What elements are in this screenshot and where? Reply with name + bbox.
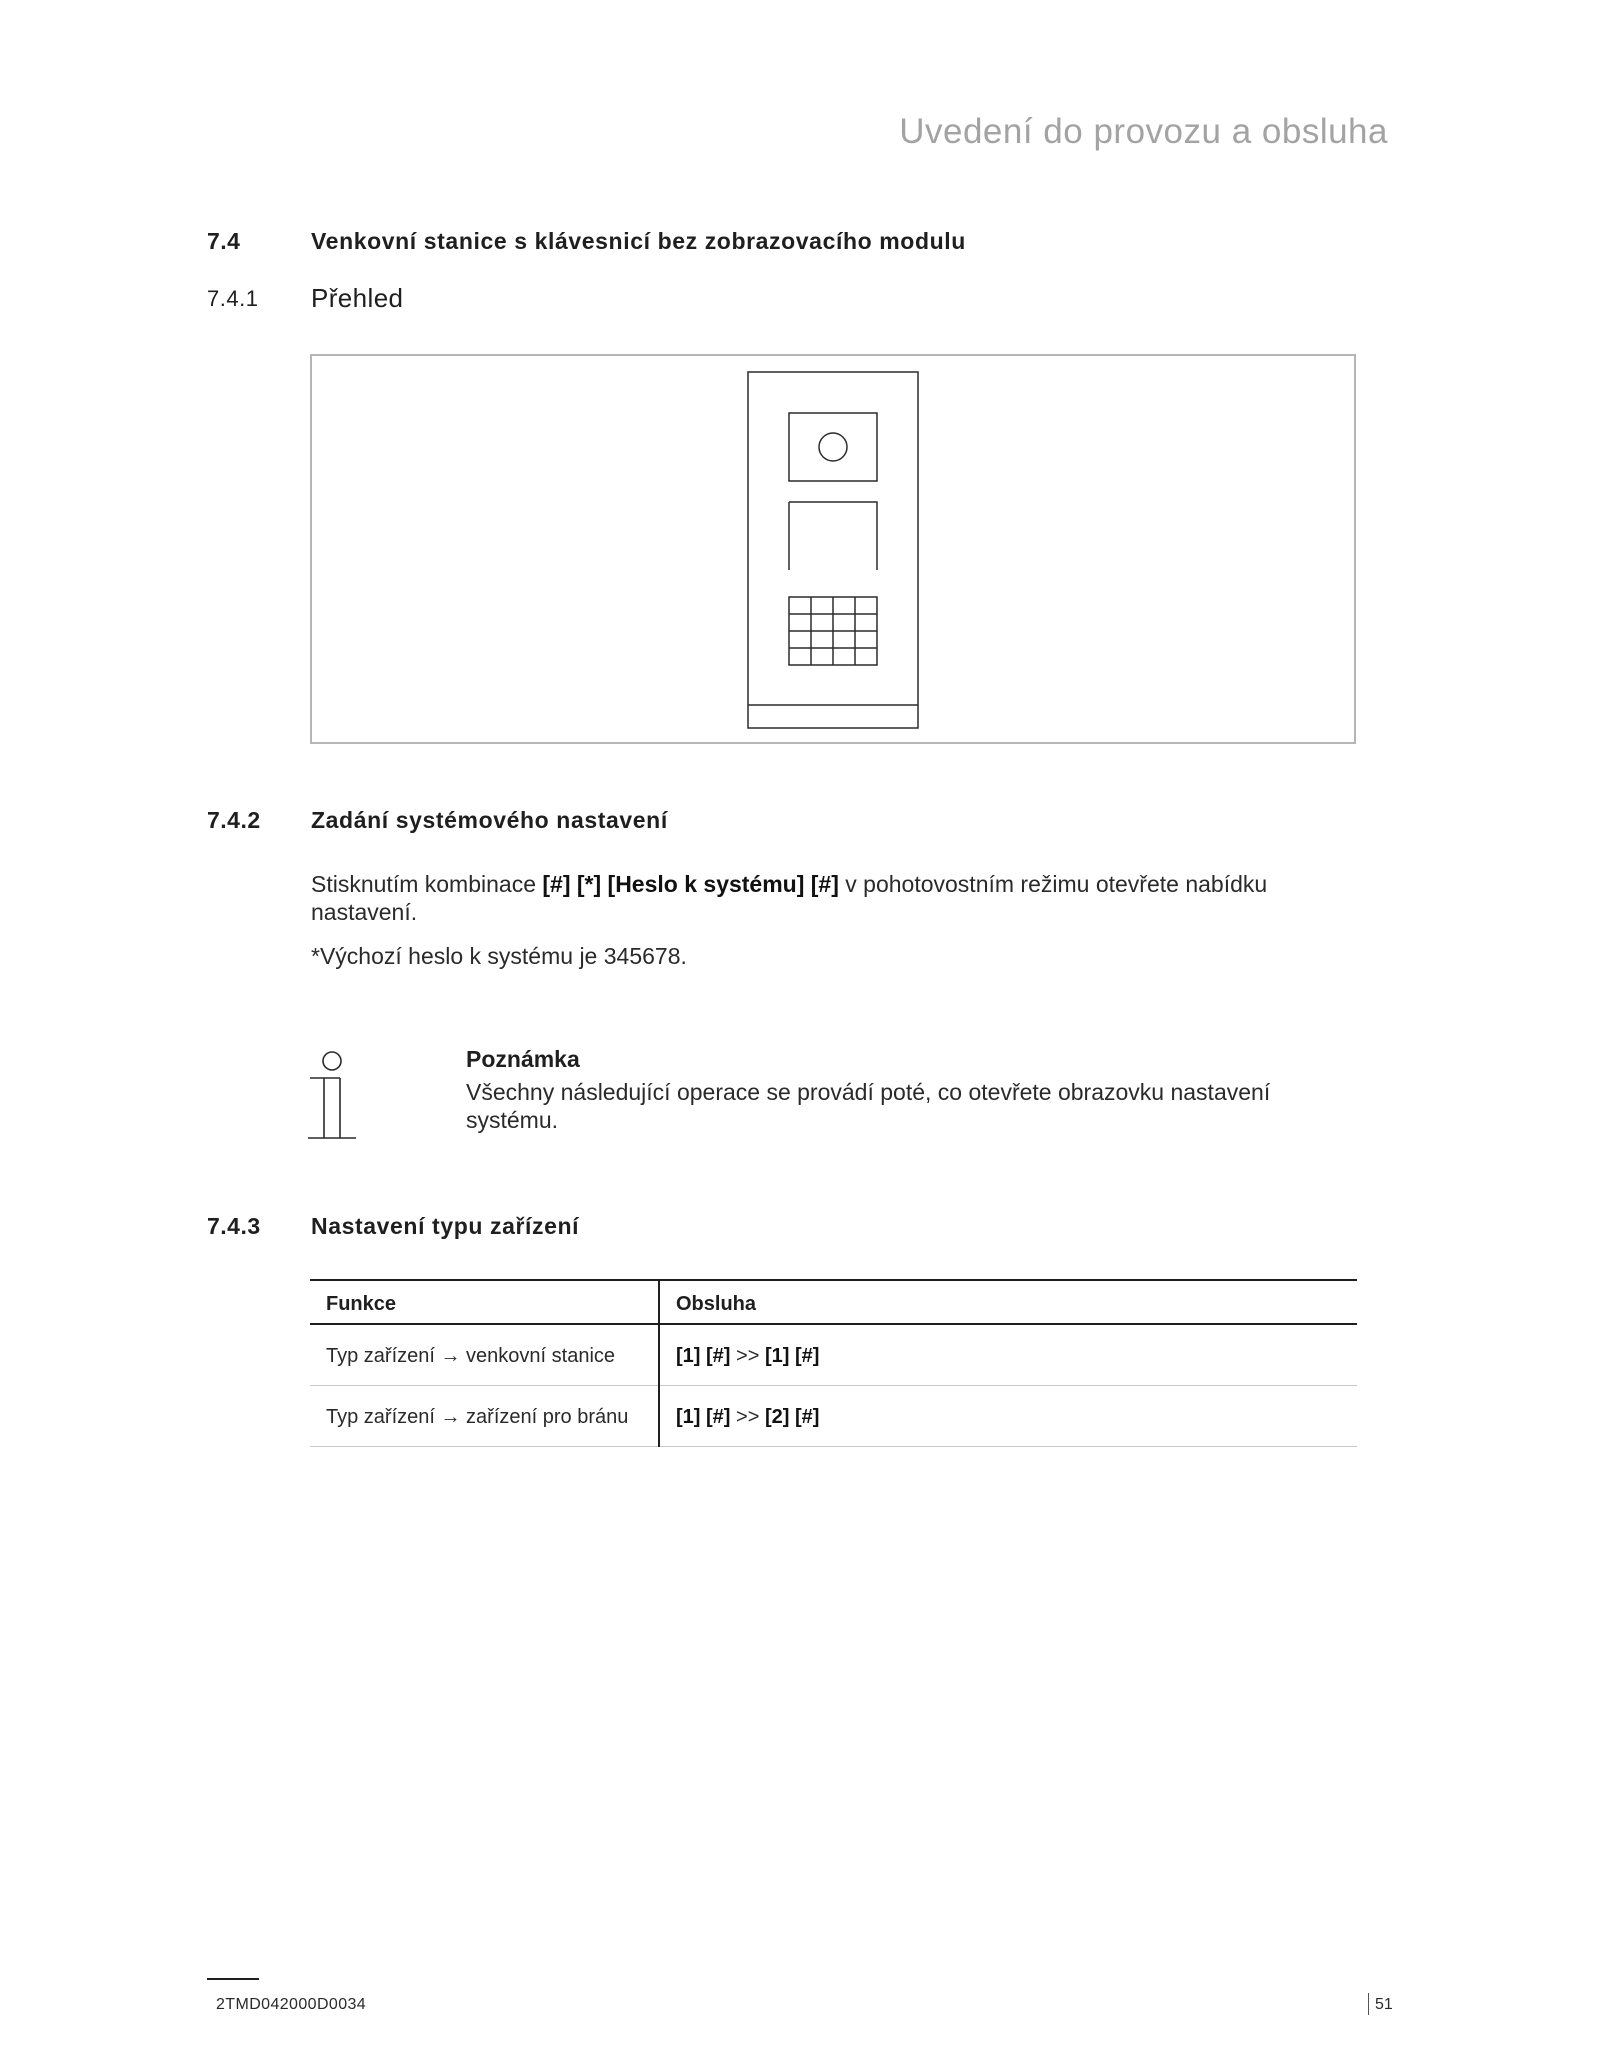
note-text: Všechny následující operace se provádí poté, co otevřete obrazovku nastavení systému. [466,1079,1271,1133]
info-icon [308,1050,358,1149]
footer-page-number: 51 [1375,1996,1393,2013]
default-password-note: *Výchozí heslo k systému je 345678. [311,943,687,969]
device-overview-figure [310,354,1356,744]
column-header-obsluha: Obsluha [659,1280,1357,1324]
camera-lens-icon [819,433,847,461]
note-heading: Poznámka [466,1046,580,1072]
page-header-title: Uvedení do provozu a obsluha [899,112,1388,151]
footer-rule [207,1978,259,1980]
operation-cell [659,1324,1357,1386]
section-7-4-3-number: 7.4.3 [207,1213,261,1239]
section-7-4-1-number: 7.4.1 [207,286,259,311]
column-header-funkce: Funkce [310,1280,659,1324]
device-type-table [310,1279,1357,1447]
function-cell: Typ zařízení → venkovní stanice [310,1324,659,1386]
table-row [310,1386,1357,1447]
function-cell: Typ zařízení → zařízení pro bránu [310,1386,659,1447]
settings-instruction-paragraph [311,870,1351,926]
keypad-grid [789,597,877,665]
section-7-4-2-number: 7.4.2 [207,807,261,833]
operation-keys-b: [2] [#] [764,1406,820,1428]
footer-document-id: 2TMD042000D0034 [216,1996,367,2013]
blank-module-frame [789,502,877,570]
instruction-text-after: v pohotovostním režimu otevřete nabídku nastavení. [311,871,1268,925]
camera-module [789,413,877,481]
section-7-4-1-title: Přehled [311,283,404,313]
section-7-4-number: 7.4 [207,228,241,254]
section-7-4-3-title: Nastavení typu zařízení [311,1213,580,1239]
operation-keys-a: [1] [#] [676,1345,731,1367]
table-header-row [310,1280,1357,1324]
section-7-4-title: Venkovní stanice s klávesnicí bez zobrazovacího modulu [311,228,966,254]
operation-cell [659,1386,1357,1447]
outdoor-station-drawing [312,356,1358,746]
station-housing [748,372,918,728]
operation-keys-a: [1] [#] [676,1406,731,1428]
instruction-key-sequence: [#] [*] [Heslo k systému] [#] [542,871,839,897]
operation-separator: >> [730,1345,765,1367]
table-row [310,1324,1357,1386]
instruction-text-before: Stisknutím kombinace [311,871,543,897]
operation-keys-b: [1] [#] [764,1345,820,1367]
footer-page-separator [1368,1993,1369,2015]
operation-separator: >> [730,1406,765,1428]
section-7-4-2-title: Zadání systémového nastavení [311,807,668,833]
